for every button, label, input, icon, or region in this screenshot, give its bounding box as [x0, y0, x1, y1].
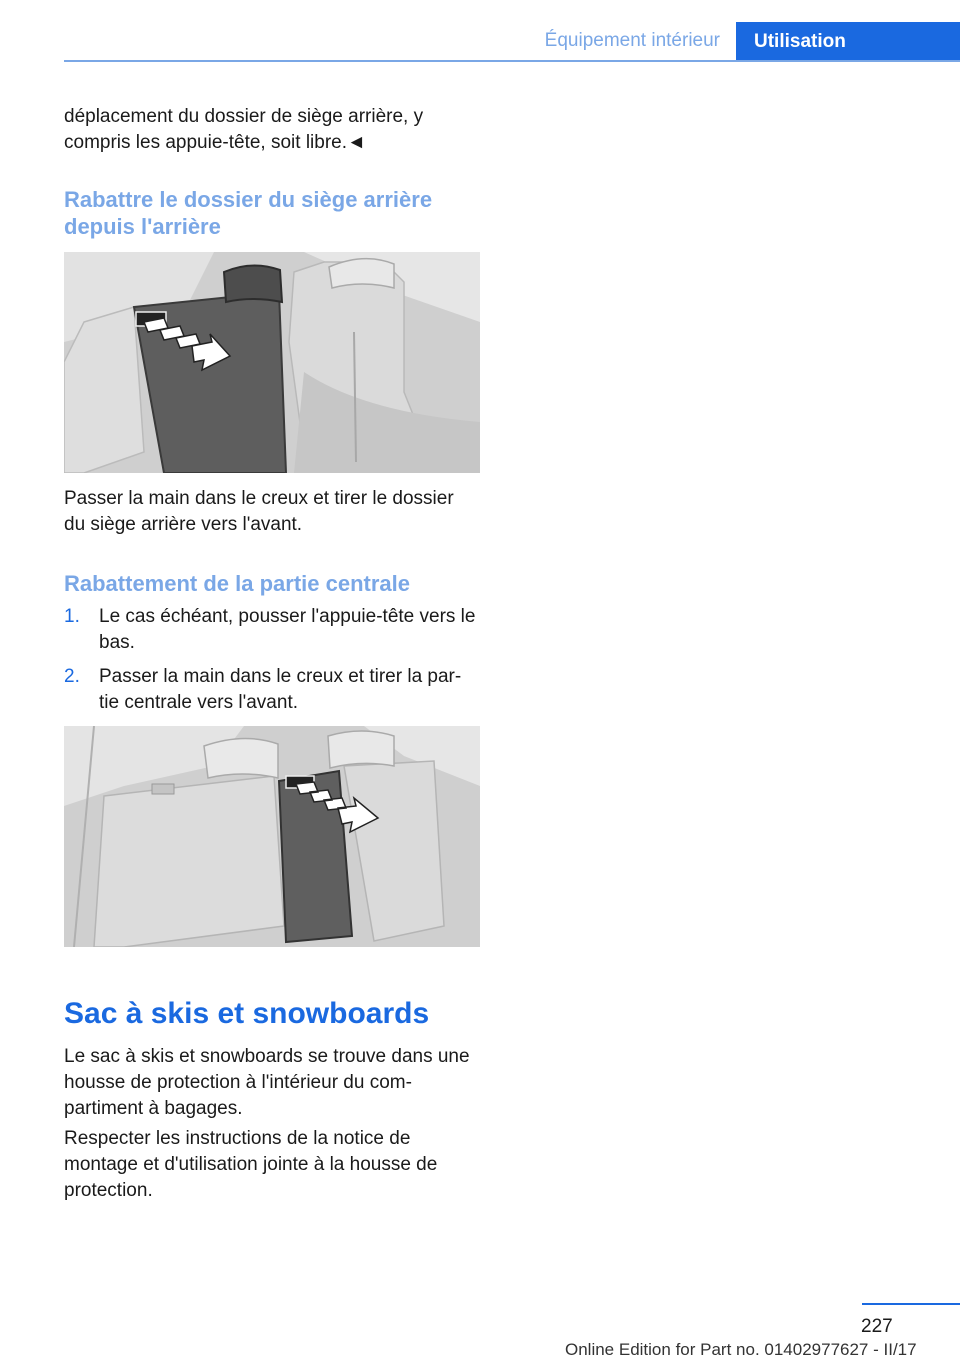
list-item — [64, 664, 480, 716]
header-divider — [64, 60, 960, 62]
page-header — [0, 22, 960, 62]
list-item — [64, 604, 480, 656]
header-section-title: Équipement intérieur — [544, 30, 720, 51]
section-heading-fold-from-rear: Rabattre le dossier du siège arrière depuis l'arrière — [64, 187, 433, 239]
edition-note: Online Edition for Part no. 01402977627 - II/17 — [565, 1340, 917, 1359]
page-number: 227 — [861, 1316, 893, 1337]
ski-bag-instructions-paragraph: Respecter les instructions de la notice de montage et d'utilisation jointe à la housse de protection. — [64, 1128, 438, 1201]
figure-caption-fold-from-rear: Passer la main dans le creux et tirer le dossier du siège arrière vers l'avant. — [64, 488, 454, 535]
step-number: 1. — [64, 606, 80, 627]
step-text: Passer la main dans le creux et tirer la par- tie centrale vers l'avant. — [99, 666, 462, 713]
steps-list — [64, 604, 480, 716]
ski-bag-paragraph: Le sac à skis et snowboards se trouve dans une housse de protection à l'intérieur du com- partiment à bagages. — [64, 1046, 470, 1119]
intro-paragraph: déplacement du dossier de siège arrière, y compris les appuie-tête, soit libre.◄ — [64, 106, 424, 153]
header-chapter-tab: Utilisation — [736, 22, 960, 62]
footer-divider — [862, 1303, 960, 1305]
figure-center-section-fold — [64, 726, 480, 947]
step-number: 2. — [64, 666, 80, 687]
section-heading-ski-bag: Sac à skis et snowboards — [64, 997, 430, 1030]
step-text: Le cas échéant, pousser l'appuie-tête vers le bas. — [99, 606, 476, 653]
section-heading-center-fold: Rabattement de la partie centrale — [64, 571, 411, 596]
figure-rear-backrest-fold — [64, 252, 480, 473]
